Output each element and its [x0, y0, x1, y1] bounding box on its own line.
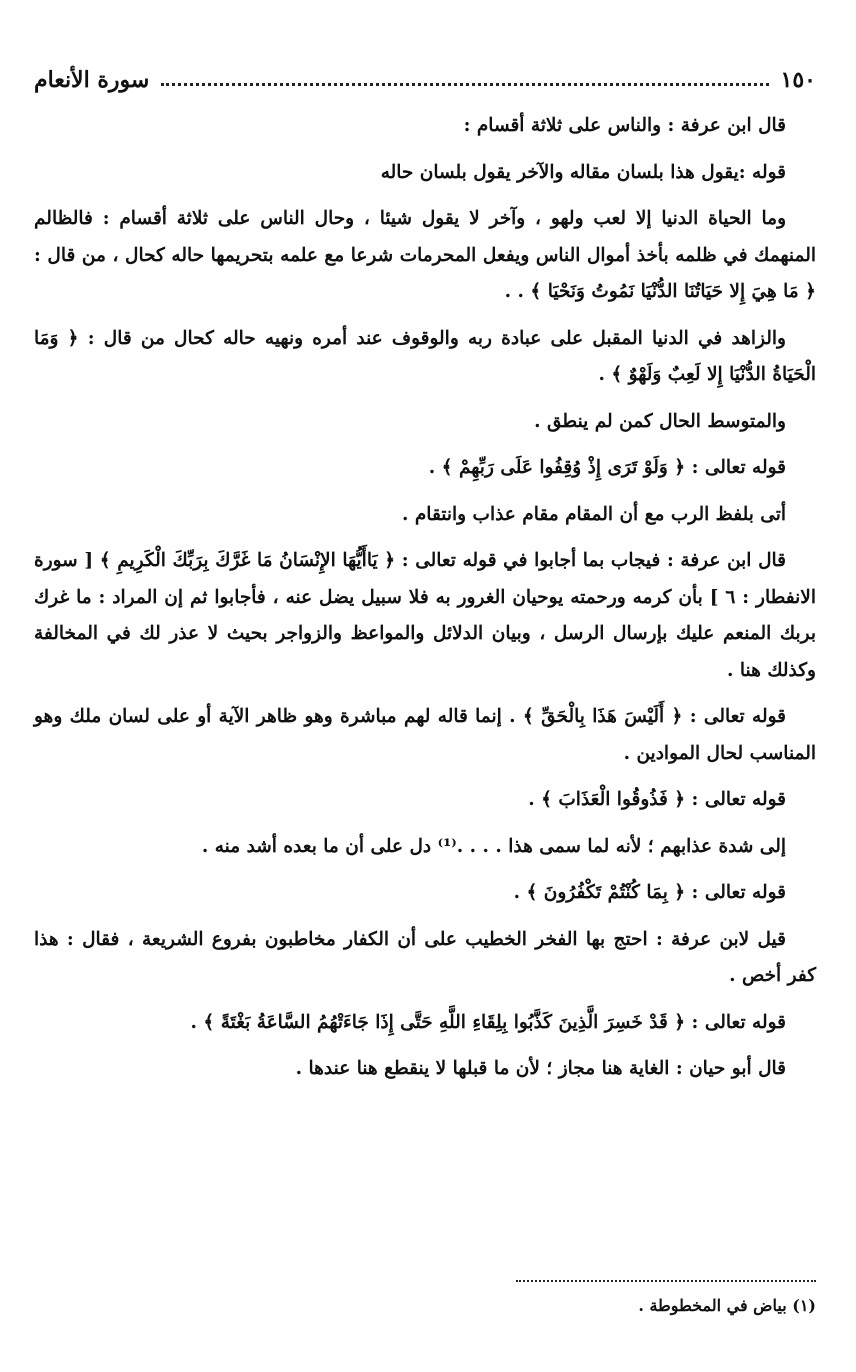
surah-title: سورة الأنعام — [34, 67, 150, 93]
paragraph: قوله تعالى : ﴿ فَذُوقُوا الْعَذَابَ ﴾ . — [528, 789, 786, 810]
paragraph: قال ابن عرفة : والناس على ثلاثة أقسام : — [463, 115, 786, 136]
paragraph: والزاهد في الدنيا المقبل على عبادة ربه والوقوف عند أمره ونهيه حاله كحال من قال : ﴿ وَمَا الْحَيَاةُ الدُّنْيَا إِلا لَعِبٌ وَلَهْوٌ ﴾ . — [34, 327, 816, 385]
paragraph: قوله :يقول هذا بلسان مقاله والآخر يقول بلسان حاله — [380, 161, 786, 183]
paragraph: قوله تعالى : ﴿ بِمَا كُنْتُمْ تَكْفُرُونَ ﴾ . — [513, 882, 786, 903]
page-number: ١٥٠ — [780, 67, 816, 93]
paragraph: أتى بلفظ الرب مع أن المقام مقام عذاب وانتقام . — [401, 503, 786, 525]
paragraph: قيل لابن عرفة : احتج بها الفخر الخطيب على أن الكفار مخاطبون بفروع الشريعة ، فقال : هذا كفر أخص . — [34, 928, 816, 986]
paragraph: قال ابن عرفة : فيجاب بما أجابوا في قوله تعالى : ﴿ يَاأَيُّهَا الإِنْسَانُ مَا غَرَّكَ بِرَبِّكَ الْكَرِيمِ ﴾ [ سورة الانفطار : ٦ ] بأن كرمه ورحمته يوحيان الغرور به فلا سبيل يضل عنه ، فأجابوا ثم إن المراد : ما غرك بربك المنعم عليك بإرسال الرسل ، وبيان الدلائل والمواعظ والزواجر بحيث لا عذر لك في المخالفة وكذلك هنا . — [34, 550, 816, 681]
paragraph: والمتوسط الحال كمن لم ينطق . — [534, 410, 786, 432]
running-head — [34, 60, 816, 100]
paragraph: قال أبو حيان : الغاية هنا مجاز ؛ لأن ما قبلها لا ينقطع هنا عندها . — [295, 1058, 786, 1079]
footnote-separator — [516, 1280, 816, 1282]
paragraph: وما الحياة الدنيا إلا لعب ولهو ، وآخر لا يقول شيئا ، وحال الناس على ثلاثة أقسام : فالظالم المنهمك في ظلمه بأخذ أموال الناس ويفعل المحرمات شرعا مع علمه بتحريمها حاله كحال ، من قال : ﴿ مَا هِيَ إِلا حَيَاتُنَا الدُّنْيَا نَمُوتُ وَنَحْيَا ﴾ . . — [34, 208, 816, 302]
paragraph: قوله تعالى : ﴿ أَلَيْسَ هَذَا بِالْحَقِّ ﴾ . إنما قاله لهم مباشرة وهو ظاهر الآية أو على لسان ملك وهو المناسب لحال الموادين . — [34, 706, 816, 764]
header-dotted-rule — [161, 83, 768, 86]
paragraph: قوله تعالى : ﴿ وَلَوْ تَرَى إِذْ وُقِفُوا عَلَى رَبِّهِمْ ﴾ . — [428, 457, 786, 478]
paragraph: إلى شدة عذابهم ؛ لأنه لما سمى هذا . . . .⁽¹⁾ دل على أن ما بعده أشد منه . — [201, 835, 786, 857]
paragraph: قوله تعالى : ﴿ قَدْ خَسِرَ الَّذِينَ كَذَّبُوا بِلِقَاءِ اللَّهِ حَتَّى إِذَا جَاءَتْهُمُ السَّاعَةُ بَغْتَةً ﴾ . — [190, 1011, 786, 1033]
main-text — [34, 108, 816, 1098]
footnote: (١) بياض في المخطوطة . — [638, 1296, 816, 1315]
